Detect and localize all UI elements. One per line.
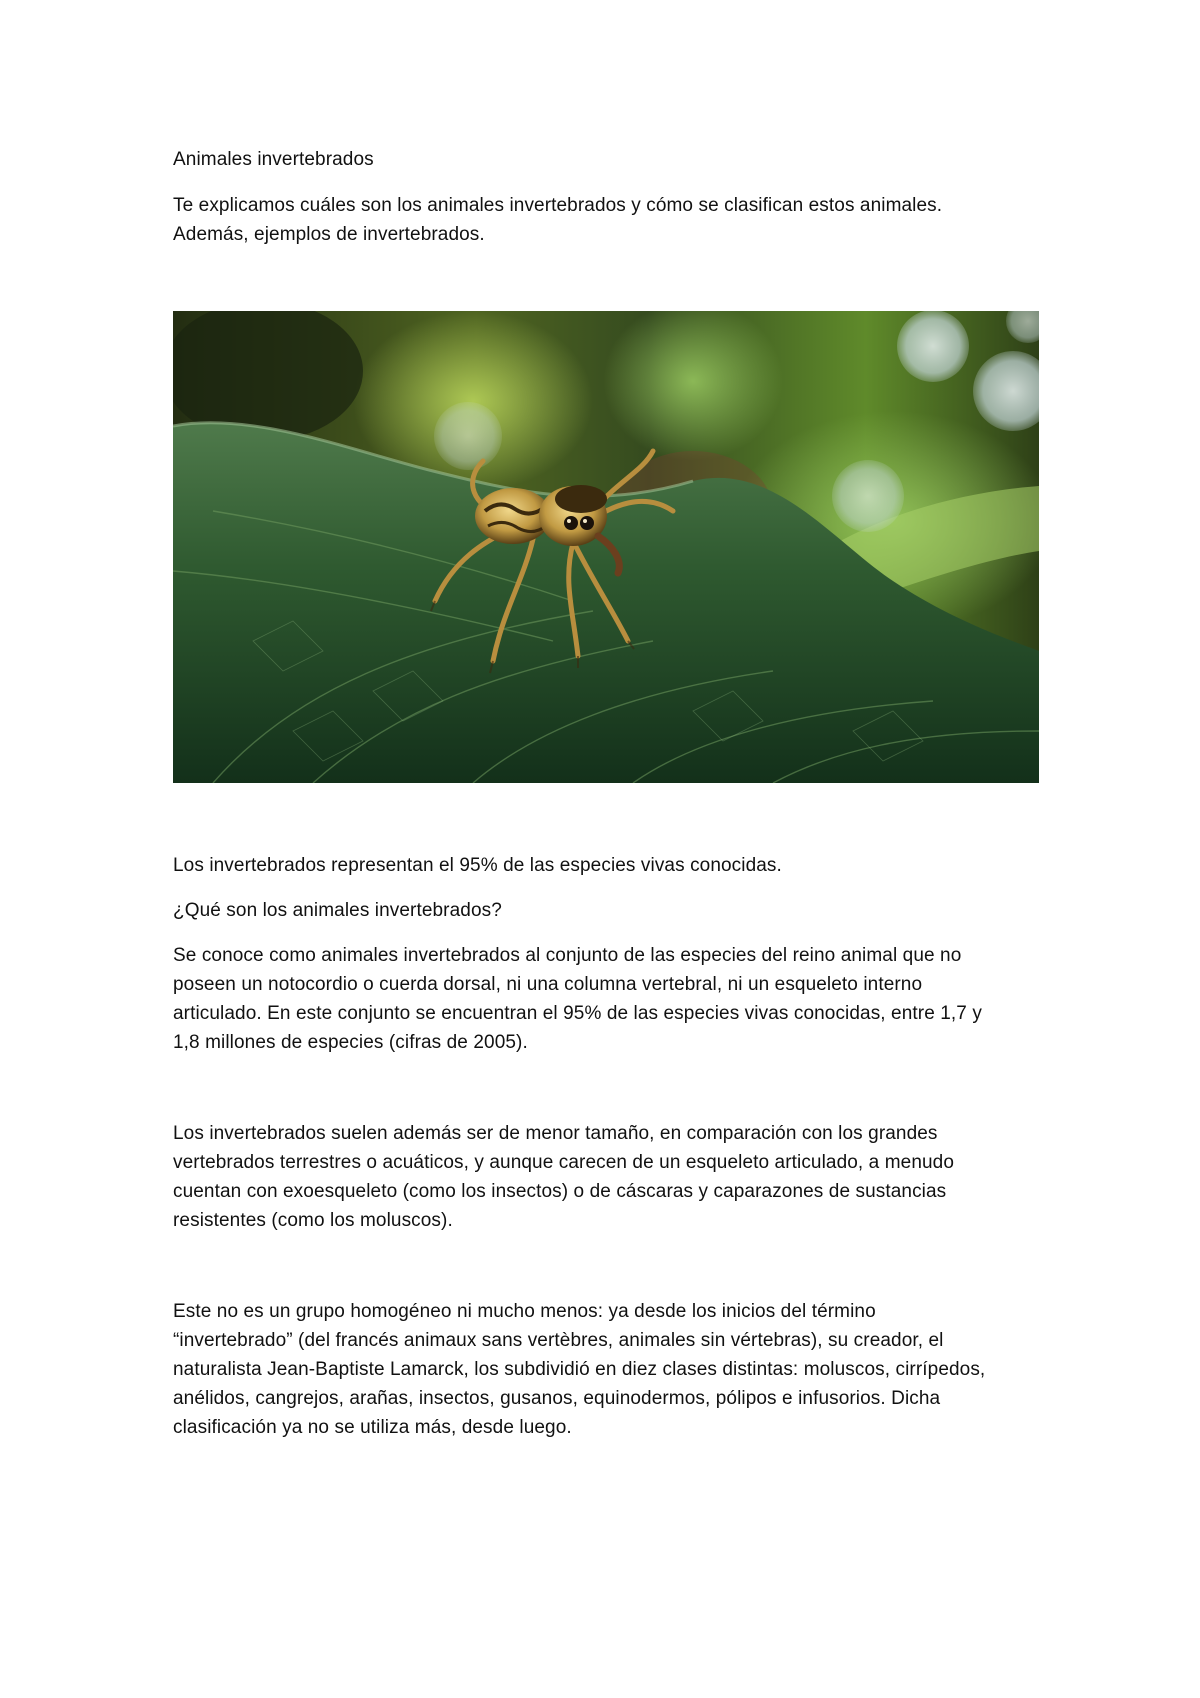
intro-line-2: Además, ejemplos de invertebrados. <box>173 224 485 245</box>
paragraph-1-line-3: articulado. En este conjunto se encuentran el 95% de las especies vivas conocidas, entre 1,7 y <box>173 1003 982 1024</box>
paragraph-3-line-4: anélidos, cangrejos, arañas, insectos, gusanos, equinodermos, pólipos e infusorios. Dicha <box>173 1388 941 1409</box>
paragraph-3-line-5: clasificación ya no se utiliza más, desde luego. <box>173 1417 572 1438</box>
document-title: Animales invertebrados <box>173 149 374 170</box>
paragraph-3-line-1: Este no es un grupo homogéneo ni mucho menos: ya desde los inicios del término <box>173 1301 876 1322</box>
intro-line-1: Te explicamos cuáles son los animales invertebrados y cómo se clasifican estos animales. <box>173 195 943 216</box>
image-caption: Los invertebrados representan el 95% de las especies vivas conocidas. <box>173 855 782 876</box>
paragraph-2-line-4: resistentes (como los moluscos). <box>173 1210 453 1231</box>
paragraph-3-line-2: “invertebrado” (del francés animaux sans vertèbres, animales sin vértebras), su creador, el <box>173 1330 944 1351</box>
paragraph-1-line-4: 1,8 millones de especies (cifras de 2005). <box>173 1032 528 1053</box>
paragraph-1-line-1: Se conoce como animales invertebrados al conjunto de las especies del reino animal que no <box>173 945 962 966</box>
spider-on-leaf-photo <box>173 311 1039 783</box>
paragraph-2-line-1: Los invertebrados suelen además ser de menor tamaño, en comparación con los grandes <box>173 1123 938 1144</box>
section-heading: ¿Qué son los animales invertebrados? <box>173 900 502 921</box>
paragraph-3-line-3: naturalista Jean-Baptiste Lamarck, los subdividió en diez clases distintas: moluscos, cirrípedos, <box>173 1359 986 1380</box>
paragraph-2-line-3: cuentan con exoesqueleto (como los insectos) o de cáscaras y caparazones de sustancias <box>173 1181 947 1202</box>
paragraph-2-line-2: vertebrados terrestres o acuáticos, y aunque carecen de un esqueleto articulado, a menudo <box>173 1152 954 1173</box>
paragraph-1-line-2: poseen un notocordio o cuerda dorsal, ni una columna vertebral, ni un esqueleto interno <box>173 974 923 995</box>
